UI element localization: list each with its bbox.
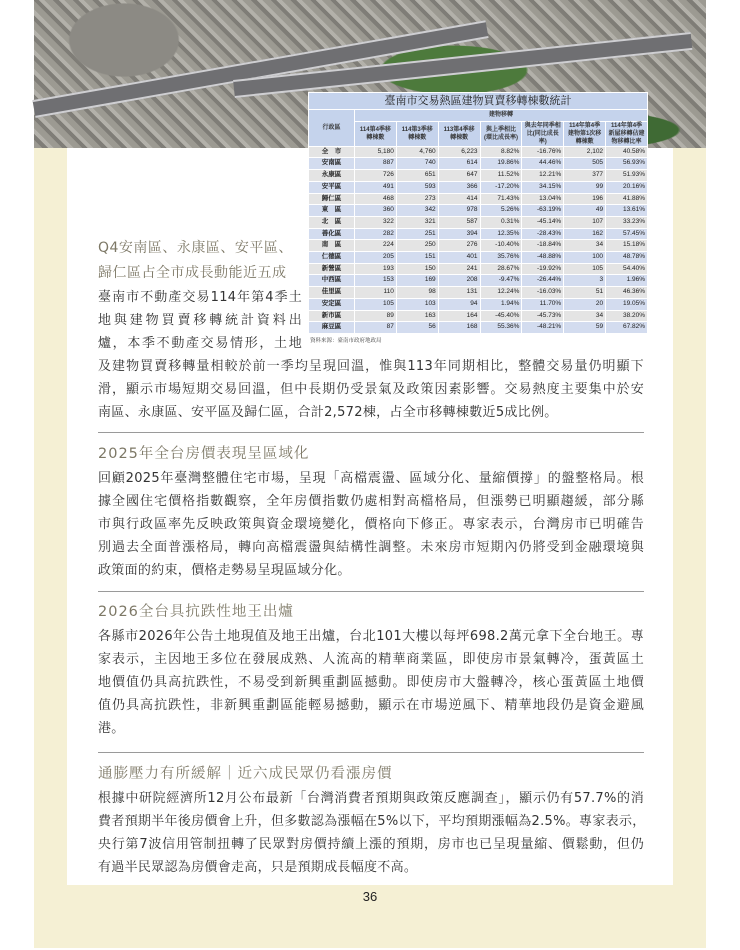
value-cell: 151 [396, 252, 438, 264]
value-cell: 208 [438, 275, 480, 287]
section-heading: 2026全台具抗跌性地王出爐 [98, 604, 294, 620]
value-cell: 34.15% [522, 181, 564, 193]
value-cell: 51.93% [606, 170, 648, 182]
value-cell: 322 [355, 216, 397, 228]
value-cell: 414 [438, 193, 480, 205]
table-row [309, 216, 648, 228]
district-cell: 佳里區 [309, 287, 355, 299]
value-cell: 1.96% [606, 275, 648, 287]
value-cell: -45.40% [480, 310, 522, 322]
value-cell: 20 [564, 298, 606, 310]
value-cell: -10.40% [480, 240, 522, 252]
value-cell: 105 [355, 298, 397, 310]
value-cell: 276 [438, 240, 480, 252]
value-cell: 4,760 [396, 146, 438, 158]
value-cell: 273 [396, 193, 438, 205]
district-cell: 安定區 [309, 298, 355, 310]
value-cell: 163 [396, 310, 438, 322]
paragraph-line: 地與建物買賣移轉統計資料出 [98, 313, 302, 328]
value-cell: 67.82% [606, 322, 648, 334]
value-cell: 614 [438, 158, 480, 170]
district-cell: 新營區 [309, 263, 355, 275]
value-cell: 401 [438, 252, 480, 264]
district-cell: 安南區 [309, 158, 355, 170]
value-cell: -19.92% [522, 263, 564, 275]
value-cell: 51 [564, 287, 606, 299]
paragraph-line: 市與行政區率先反映政策與資金環境變化，價格向下修正。專家表示，台灣房市已明確告 [98, 517, 644, 532]
value-cell: 366 [438, 181, 480, 193]
value-cell: 55.36% [480, 322, 522, 334]
paragraph-line: 港。 [98, 721, 125, 736]
value-cell: 11.52% [480, 170, 522, 182]
value-cell: 250 [396, 240, 438, 252]
table-row [309, 205, 648, 217]
paragraph-line: 有過半民眾認為房價會走高，只是預期成長幅度不高。 [98, 860, 418, 875]
value-cell: 394 [438, 228, 480, 240]
paragraph-line: 及建物買賣移轉量相較於前一季均呈現回溫，惟與113年同期相比，整體交易量仍明顯下 [98, 359, 644, 374]
column-header: 與上季相比(環比成長率) [480, 121, 522, 146]
value-cell: 15.18% [606, 240, 648, 252]
value-cell: 193 [355, 263, 397, 275]
value-cell: 12.24% [480, 287, 522, 299]
district-cell: 永康區 [309, 170, 355, 182]
value-cell: 20.16% [606, 181, 648, 193]
section-q4-hotspots [98, 236, 644, 424]
paragraph-line: 費者預期半年後房價會上升，但多數認為漲幅在5%以下，平均預期漲幅為2.5%。專家表示， [98, 814, 646, 829]
district-cell: 歸仁區 [309, 193, 355, 205]
value-cell: 13.04% [522, 193, 564, 205]
section-inflation-survey [98, 762, 644, 879]
value-cell: 491 [355, 181, 397, 193]
district-cell: 東 區 [309, 205, 355, 217]
value-cell: 5,180 [355, 146, 397, 158]
column-header: 與去年同季相比(同比成長率) [522, 121, 564, 146]
value-cell: 150 [396, 263, 438, 275]
value-cell: 98 [396, 287, 438, 299]
value-cell: -45.73% [522, 310, 564, 322]
value-cell: 28.67% [480, 263, 522, 275]
value-cell: -16.03% [522, 287, 564, 299]
value-cell: 59 [564, 322, 606, 334]
section-divider [98, 752, 644, 753]
paragraph-line: 央行第7波信用管制扭轉了民眾對房價持續上漲的預期，房市也已呈現量縮、價鬆動，但仍 [98, 837, 644, 852]
value-cell: 196 [564, 193, 606, 205]
district-cell: 北 區 [309, 216, 355, 228]
value-cell: -26.44% [522, 275, 564, 287]
value-cell: 94 [438, 298, 480, 310]
section-divider [98, 432, 644, 433]
section-2025-prices [98, 442, 644, 582]
value-cell: 71.43% [480, 193, 522, 205]
value-cell: 740 [396, 158, 438, 170]
value-cell: 647 [438, 170, 480, 182]
value-cell: 41.88% [606, 193, 648, 205]
paragraph-line: 各縣市2026年公告土地現值及地王出爐，台北101大樓以每坪698.2萬元拿下全台地王。專 [98, 629, 644, 644]
paragraph-line: 地價值仍具高抗跌性，不易受到新興重劃區撼動。即使房市大盤轉冷，核心蛋黃區土地價 [98, 675, 644, 690]
page-number: 36 [362, 889, 378, 904]
value-cell: -16.76% [522, 146, 564, 158]
value-cell: 169 [396, 275, 438, 287]
paragraph-line: 家表示，主因地王多位在發展成熟、人流高的精華商業區，即使房市景氣轉冷，蛋黃區土 [98, 652, 644, 667]
value-cell: 13.61% [606, 205, 648, 217]
value-cell: 44.46% [522, 158, 564, 170]
value-cell: -63.19% [522, 205, 564, 217]
table-row [309, 146, 648, 158]
value-cell: 168 [438, 322, 480, 334]
table-title: 臺南市交易熱區建物買賣移轉棟數統計 [309, 93, 648, 110]
section-divider [98, 591, 644, 592]
value-cell: 19.05% [606, 298, 648, 310]
district-cell: 中西區 [309, 275, 355, 287]
section-heading: 通膨壓力有所緩解｜近六成民眾仍看漲房價 [98, 766, 393, 782]
value-cell: 360 [355, 205, 397, 217]
paragraph-line: 爐，本季不動產交易情形，土地 [98, 336, 302, 351]
value-cell: 56 [396, 322, 438, 334]
value-cell: 505 [564, 158, 606, 170]
table-source: 資料來源：臺南市政府地政局 [310, 337, 382, 344]
value-cell: -9.47% [480, 275, 522, 287]
paragraph-line: 根據中研院經濟所12月公布最新「台灣消費者預期與政策反應調查」，顯示仍有57.7%的消 [98, 791, 644, 806]
paragraph-line: 回顧2025年臺灣整體住宅市場，呈現「高檔震盪、區域分化、量縮價撐」的盤整格局。根 [98, 471, 644, 486]
value-cell: 0.31% [480, 216, 522, 228]
value-cell: 57.45% [606, 228, 648, 240]
paragraph-line: 別過去全面普漲格局，轉向高檔震盪與結構性調整。未來房市短期內仍將受到金融環境與 [98, 540, 644, 555]
paragraph-line: 滑，顯示市場短期交易回溫，但中長期仍受景氣及政策因素影響。交易熱度主要集中於安 [98, 382, 644, 397]
value-cell: 162 [564, 228, 606, 240]
value-cell: 651 [396, 170, 438, 182]
value-cell: 593 [396, 181, 438, 193]
value-cell: 1.94% [480, 298, 522, 310]
value-cell: 164 [438, 310, 480, 322]
value-cell: 48.78% [606, 252, 648, 264]
value-cell: 34 [564, 310, 606, 322]
value-cell: 241 [438, 263, 480, 275]
group-header: 建物移轉 [355, 110, 648, 122]
district-cell: 麻豆區 [309, 322, 355, 334]
table-row [309, 193, 648, 205]
district-cell: 善化區 [309, 228, 355, 240]
paragraph-line: 值仍具高抗跌性，非新興重劃區能輕易撼動，顯示在市場逆風下、精華地段仍是資金避風 [98, 698, 644, 713]
value-cell: 103 [396, 298, 438, 310]
value-cell: 887 [355, 158, 397, 170]
value-cell: 40.58% [606, 146, 648, 158]
value-cell: 89 [355, 310, 397, 322]
paragraph-line: 臺南市不動產交易114年第4季土 [98, 290, 302, 305]
value-cell: -28.43% [522, 228, 564, 240]
value-cell: 251 [396, 228, 438, 240]
value-cell: -18.84% [522, 240, 564, 252]
value-cell: 282 [355, 228, 397, 240]
value-cell: 56.93% [606, 158, 648, 170]
value-cell: 131 [438, 287, 480, 299]
value-cell: 19.86% [480, 158, 522, 170]
column-header: 113第4季移轉棟數 [438, 121, 480, 146]
value-cell: 468 [355, 193, 397, 205]
value-cell: 12.35% [480, 228, 522, 240]
value-cell: 224 [355, 240, 397, 252]
value-cell: 99 [564, 181, 606, 193]
value-cell: 587 [438, 216, 480, 228]
value-cell: 12.21% [522, 170, 564, 182]
value-cell: 342 [396, 205, 438, 217]
column-header: 行政區 [309, 110, 355, 147]
value-cell: 205 [355, 252, 397, 264]
value-cell: 321 [396, 216, 438, 228]
district-cell: 南 區 [309, 240, 355, 252]
value-cell: 11.70% [522, 298, 564, 310]
section-heading: 2025年全台房價表現呈區域化 [98, 446, 310, 462]
table-row [309, 158, 648, 170]
paragraph-line: 南區、永康區、安平區及歸仁區，合計2,572棟，占全市移轉棟數近5成比例。 [98, 405, 558, 420]
value-cell: 2,102 [564, 146, 606, 158]
column-header: 114年第4季建物第1次移轉棟數 [564, 121, 606, 146]
value-cell: -48.88% [522, 252, 564, 264]
value-cell: 38.20% [606, 310, 648, 322]
value-cell: 978 [438, 205, 480, 217]
column-header: 114第4季移轉棟數 [355, 121, 397, 146]
section-heading: 歸仁區占全市成長動能近五成 [98, 265, 287, 281]
value-cell: 33.23% [606, 216, 648, 228]
value-cell: -48.21% [522, 322, 564, 334]
value-cell: 726 [355, 170, 397, 182]
value-cell: -45.14% [522, 216, 564, 228]
value-cell: 105 [564, 263, 606, 275]
value-cell: 3 [564, 275, 606, 287]
value-cell: 35.76% [480, 252, 522, 264]
value-cell: 49 [564, 205, 606, 217]
district-cell: 全 市 [309, 146, 355, 158]
section-heading: Q4安南區、永康區、安平區、 [98, 240, 293, 256]
value-cell: 34 [564, 240, 606, 252]
column-header: 114年第4季新屋移轉佔建物移轉比率 [606, 121, 648, 146]
district-cell: 安平區 [309, 181, 355, 193]
value-cell: 110 [355, 287, 397, 299]
value-cell: 5.26% [480, 205, 522, 217]
paragraph-line: 據全國住宅價格指數觀察，全年房價指數仍處相對高檔格局，但漲勢已明顯趨緩，部分縣 [98, 494, 644, 509]
value-cell: 8.82% [480, 146, 522, 158]
column-header: 114第3季移轉棟數 [396, 121, 438, 146]
value-cell: 153 [355, 275, 397, 287]
value-cell: -17.20% [480, 181, 522, 193]
value-cell: 100 [564, 252, 606, 264]
section-2026-land-king [98, 600, 644, 740]
district-cell: 仁德區 [309, 252, 355, 264]
table-row [309, 170, 648, 182]
district-cell: 新市區 [309, 310, 355, 322]
table-row [309, 181, 648, 193]
value-cell: 87 [355, 322, 397, 334]
value-cell: 107 [564, 216, 606, 228]
value-cell: 46.36% [606, 287, 648, 299]
value-cell: 54.40% [606, 263, 648, 275]
paragraph-line: 政策面的約束，價格走勢易呈現區域分化。 [98, 563, 351, 578]
value-cell: 377 [564, 170, 606, 182]
value-cell: 6,223 [438, 146, 480, 158]
